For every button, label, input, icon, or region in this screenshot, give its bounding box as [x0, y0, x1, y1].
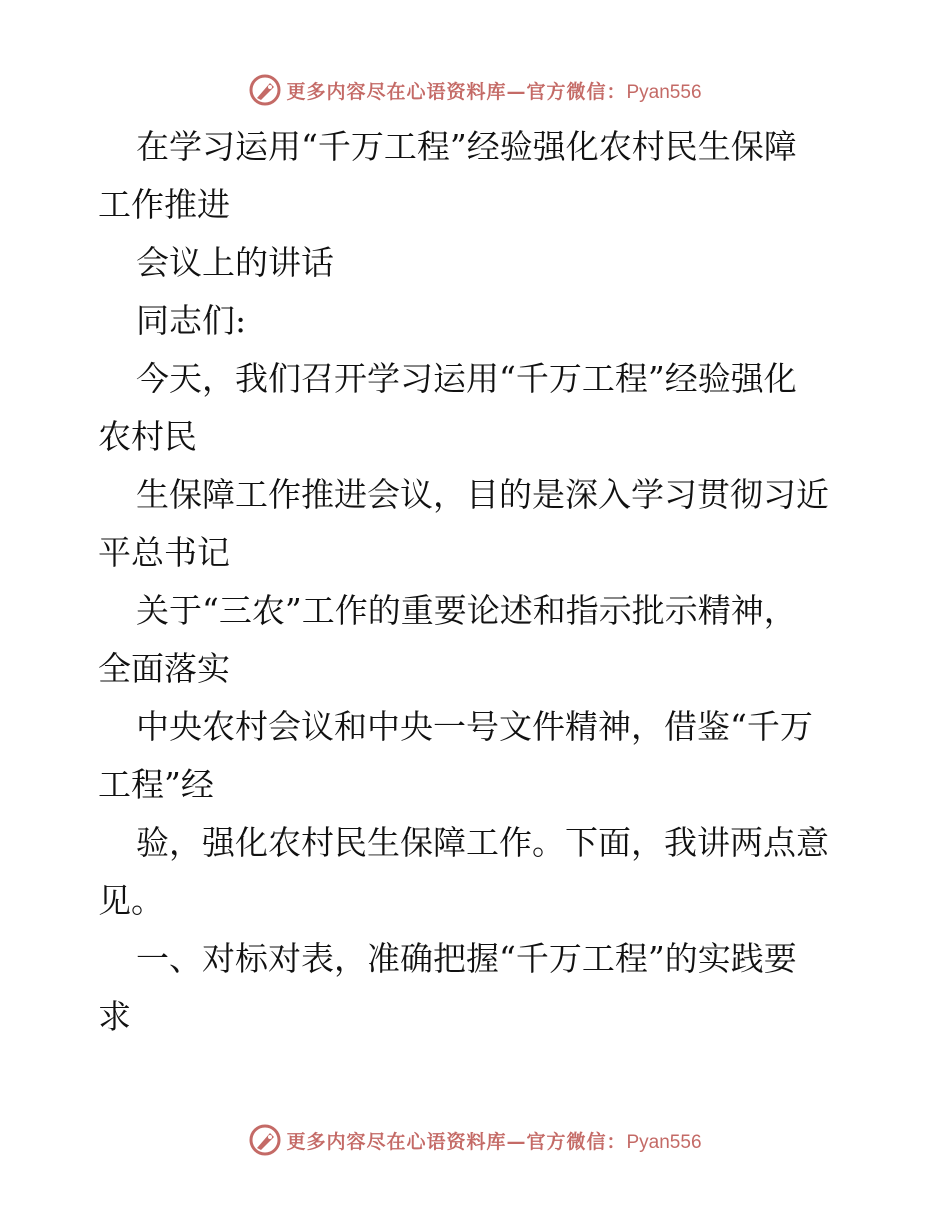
speech-body	[98, 118, 858, 1046]
watermark-wechat-id: Pyan556	[626, 81, 702, 103]
footer-watermark	[0, 1120, 950, 1160]
paragraph-line: 今天，我们召开学习运用“千万工程”经验强化	[136, 359, 797, 398]
paragraph-line: 见。	[98, 881, 164, 920]
pen-nib-logo-icon	[248, 73, 282, 107]
paragraph-line: 平总书记	[98, 533, 230, 572]
paragraph-line: 验，强化农村民生保障工作。下面，我讲两点意	[136, 823, 829, 862]
paragraph-line: 生保障工作推进会议，目的是深入学习贯彻习近	[136, 475, 829, 514]
watermark-label: 更多内容尽在心语资料库—官方微信：	[286, 80, 627, 103]
watermark-wechat-id: Pyan556	[626, 1131, 702, 1153]
paragraph-line: 全面落实	[98, 649, 230, 688]
pen-nib-logo-icon	[248, 1123, 282, 1157]
title-line-2: 工作推进	[98, 185, 230, 224]
paragraph-line: 农村民	[98, 417, 197, 456]
title-line-3: 会议上的讲话	[136, 243, 334, 282]
watermark-text	[286, 1127, 701, 1154]
section-heading-line: 一、对标对表，准确把握“千万工程”的实践要	[136, 939, 797, 978]
paragraph-line: 中央农村会议和中央一号文件精神，借鉴“千万	[136, 707, 813, 746]
watermark-label: 更多内容尽在心语资料库—官方微信：	[286, 1130, 627, 1153]
watermark-text	[286, 77, 701, 104]
title-line-1: 在学习运用“千万工程”经验强化农村民生保障	[136, 127, 797, 166]
paragraph-line: 关于“三农”工作的重要论述和指示批示精神，	[136, 591, 797, 630]
paragraph-line: 工程”经	[98, 765, 214, 804]
salutation: 同志们:	[136, 301, 247, 340]
header-watermark	[0, 70, 950, 110]
section-heading-line: 求	[98, 997, 131, 1036]
